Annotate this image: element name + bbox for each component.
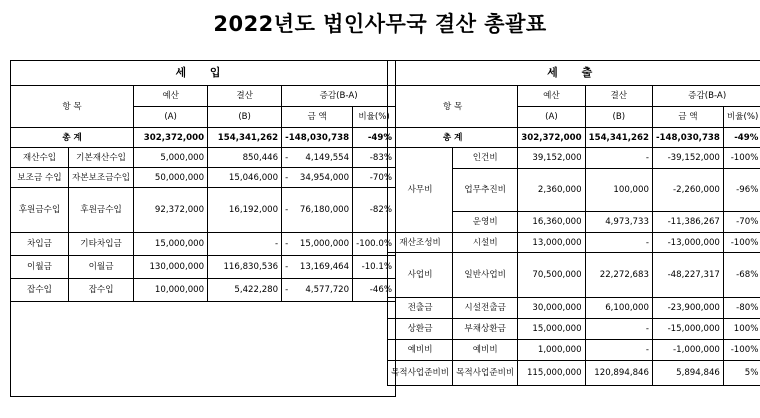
expense-row-ratio: 100%	[723, 319, 760, 340]
expense-total-label: 총 계	[388, 128, 518, 148]
expense-row-amount: -2,260,000	[652, 169, 723, 212]
expense-row-item: 부채상환금	[453, 319, 518, 340]
table-row	[11, 256, 396, 279]
expense-total-settle: 154,341,262	[585, 128, 652, 148]
income-row-settle: 15,046,000	[208, 168, 282, 188]
income-total-ratio: -49%	[353, 128, 396, 148]
expense-row-settle: 120,894,846	[585, 361, 652, 386]
income-row-settle: 5,422,280	[208, 279, 282, 302]
expense-row-amount: -15,000,000	[652, 319, 723, 340]
income-row-item: 잡수입	[69, 279, 134, 302]
expense-row-budget: 16,360,000	[518, 212, 585, 233]
table-row	[11, 168, 396, 188]
income-row-budget: 15,000,000	[134, 233, 208, 256]
income-row-ratio: -46%	[353, 279, 396, 302]
income-row-sign: -	[285, 285, 289, 295]
expense-header-budget: 예산	[518, 86, 585, 107]
expense-row-item: 인건비	[453, 148, 518, 169]
income-row-cat: 후원금수입	[11, 188, 69, 233]
table-row	[388, 148, 760, 169]
expense-header-settle: 결산	[585, 86, 652, 107]
page-title: 2022년도 법인사무국 결산 총괄표	[213, 12, 547, 36]
expense-row-amount: -48,227,317	[652, 253, 723, 298]
income-row-sign: -	[285, 152, 289, 163]
table-row	[11, 148, 396, 168]
income-row-settle: 850,446	[208, 148, 282, 168]
expense-row-ratio: -100%	[723, 233, 760, 253]
income-header-settle: 결산	[208, 86, 282, 107]
income-row-amount: 4,577,720	[305, 285, 350, 295]
table-row	[388, 253, 760, 298]
expense-header-amount: 금 액	[652, 107, 723, 128]
income-row-settle: 16,192,000	[208, 188, 282, 233]
expense-row-budget: 39,152,000	[518, 148, 585, 169]
income-row-item: 후원금수입	[69, 188, 134, 233]
expense-row-cat: 사무비	[388, 148, 453, 233]
income-row-amount: 13,169,464	[299, 262, 350, 272]
income-row-item: 자본보조금수입	[69, 168, 134, 188]
income-header-ratio: 비율(%)	[353, 107, 396, 128]
expense-row-item: 일반사업비	[453, 253, 518, 298]
expense-row-settle: -	[585, 319, 652, 340]
table-row	[388, 319, 760, 340]
expense-row-amount: -1,000,000	[652, 340, 723, 361]
expense-header-settle-sub: (B)	[585, 107, 652, 128]
income-row-sign: -	[285, 205, 289, 215]
income-row-settle: -	[208, 233, 282, 256]
income-row-cat: 재산수입	[11, 148, 69, 168]
expense-row-item: 예비비	[453, 340, 518, 361]
expense-row-amount: -13,000,000	[652, 233, 723, 253]
expense-row-budget: 70,500,000	[518, 253, 585, 298]
income-row-budget: 130,000,000	[134, 256, 208, 279]
expense-row-item: 업무추진비	[453, 169, 518, 212]
expense-row-settle: -	[585, 340, 652, 361]
income-row-amount: 34,954,000	[299, 172, 350, 183]
expense-row-budget: 15,000,000	[518, 319, 585, 340]
expense-total-row	[388, 128, 760, 148]
income-row-item: 기타차입금	[69, 233, 134, 256]
expense-header-budget-sub: (A)	[518, 107, 585, 128]
expense-header-diff: 증감(B-A)	[652, 86, 760, 107]
table-row	[388, 361, 760, 386]
income-header-budget: 예산	[134, 86, 208, 107]
income-total-amount: 148,030,738	[288, 132, 350, 143]
expense-section-title: 세 출	[388, 61, 760, 86]
income-row-amount: 76,180,000	[299, 205, 350, 215]
expense-row-ratio: -70%	[723, 212, 760, 233]
income-empty-area	[11, 302, 396, 397]
expense-row-settle: 6,100,000	[585, 298, 652, 319]
expense-row-amount: -39,152,000	[652, 148, 723, 169]
expense-row-ratio: -80%	[723, 298, 760, 319]
expense-row-cat: 상환금	[388, 319, 453, 340]
income-header-amount: 금 액	[282, 107, 353, 128]
income-row-budget: 50,000,000	[134, 168, 208, 188]
table-row	[11, 188, 396, 233]
expense-row-ratio: -100%	[723, 148, 760, 169]
income-row-sign: -	[285, 262, 289, 272]
income-header-item: 항 목	[11, 86, 134, 128]
income-row-cat: 보조금 수입	[11, 168, 69, 188]
expense-row-amount: 5,894,846	[652, 361, 723, 386]
expense-row-ratio: -68%	[723, 253, 760, 298]
table-row	[388, 298, 760, 319]
income-total-label: 총 계	[11, 128, 134, 148]
expense-row-budget: 2,360,000	[518, 169, 585, 212]
expense-row-amount: -11,386,267	[652, 212, 723, 233]
income-header-budget-sub: (A)	[134, 107, 208, 128]
expense-total-amount: -148,030,738	[652, 128, 723, 148]
income-row-cat: 이월금	[11, 256, 69, 279]
expense-header-ratio: 비율(%)	[723, 107, 760, 128]
income-total-row	[11, 128, 396, 148]
income-row-cat: 잡수입	[11, 279, 69, 302]
expense-row-item: 시설전출금	[453, 298, 518, 319]
expense-row-budget: 1,000,000	[518, 340, 585, 361]
expense-row-budget: 30,000,000	[518, 298, 585, 319]
expense-row-settle: -	[585, 148, 652, 169]
income-header-settle-sub: (B)	[208, 107, 282, 128]
income-row-item: 이월금	[69, 256, 134, 279]
income-row-ratio: -82%	[353, 188, 396, 233]
expense-row-ratio: -100%	[723, 340, 760, 361]
expense-row-ratio: -96%	[723, 169, 760, 212]
table-row	[11, 233, 396, 256]
expense-row-budget: 13,000,000	[518, 233, 585, 253]
income-row-ratio: -10.1%	[353, 256, 396, 279]
income-row-amount: 4,149,554	[305, 152, 350, 163]
expense-row-cat: 사업비	[388, 253, 453, 298]
income-total-budget: 302,372,000	[134, 128, 208, 148]
expense-row-item: 시설비	[453, 233, 518, 253]
expense-row-settle: 4,973,733	[585, 212, 652, 233]
income-row-budget: 5,000,000	[134, 148, 208, 168]
expense-row-cat: 전출금	[388, 298, 453, 319]
income-total-sign: -	[285, 132, 289, 143]
income-row-settle: 116,830,536	[208, 256, 282, 279]
table-row	[11, 279, 396, 302]
expense-header-item: 항 목	[388, 86, 518, 128]
income-row-sign: -	[285, 172, 289, 183]
table-row	[388, 233, 760, 253]
expense-row-settle: 22,272,683	[585, 253, 652, 298]
expense-row-ratio: 5%	[723, 361, 760, 386]
table-row	[388, 340, 760, 361]
income-header-diff: 증감(B-A)	[282, 86, 396, 107]
expense-row-cat: 예비비	[388, 340, 453, 361]
income-section-title: 세 입	[11, 61, 396, 86]
expense-total-ratio: -49%	[723, 128, 760, 148]
expense-row-amount: -23,900,000	[652, 298, 723, 319]
expense-table	[387, 60, 760, 386]
expense-row-cat: 목적사업준비비	[388, 361, 453, 386]
expense-row-item: 목적사업준비비	[453, 361, 518, 386]
income-row-ratio: -100.0%	[353, 233, 396, 256]
expense-row-cat: 재산조성비	[388, 233, 453, 253]
income-total-settle: 154,341,262	[208, 128, 282, 148]
income-row-cat: 차입금	[11, 233, 69, 256]
income-row-amount: 15,000,000	[299, 239, 350, 249]
income-row-ratio: -83%	[353, 148, 396, 168]
expense-row-settle: -	[585, 233, 652, 253]
income-row-budget: 92,372,000	[134, 188, 208, 233]
income-row-budget: 10,000,000	[134, 279, 208, 302]
income-row-item: 기본재산수입	[69, 148, 134, 168]
expense-row-settle: 100,000	[585, 169, 652, 212]
expense-row-item: 운영비	[453, 212, 518, 233]
expense-row-budget: 115,000,000	[518, 361, 585, 386]
expense-total-budget: 302,372,000	[518, 128, 585, 148]
income-row-ratio: -70%	[353, 168, 396, 188]
income-row-sign: -	[285, 239, 289, 249]
income-table	[10, 60, 396, 397]
